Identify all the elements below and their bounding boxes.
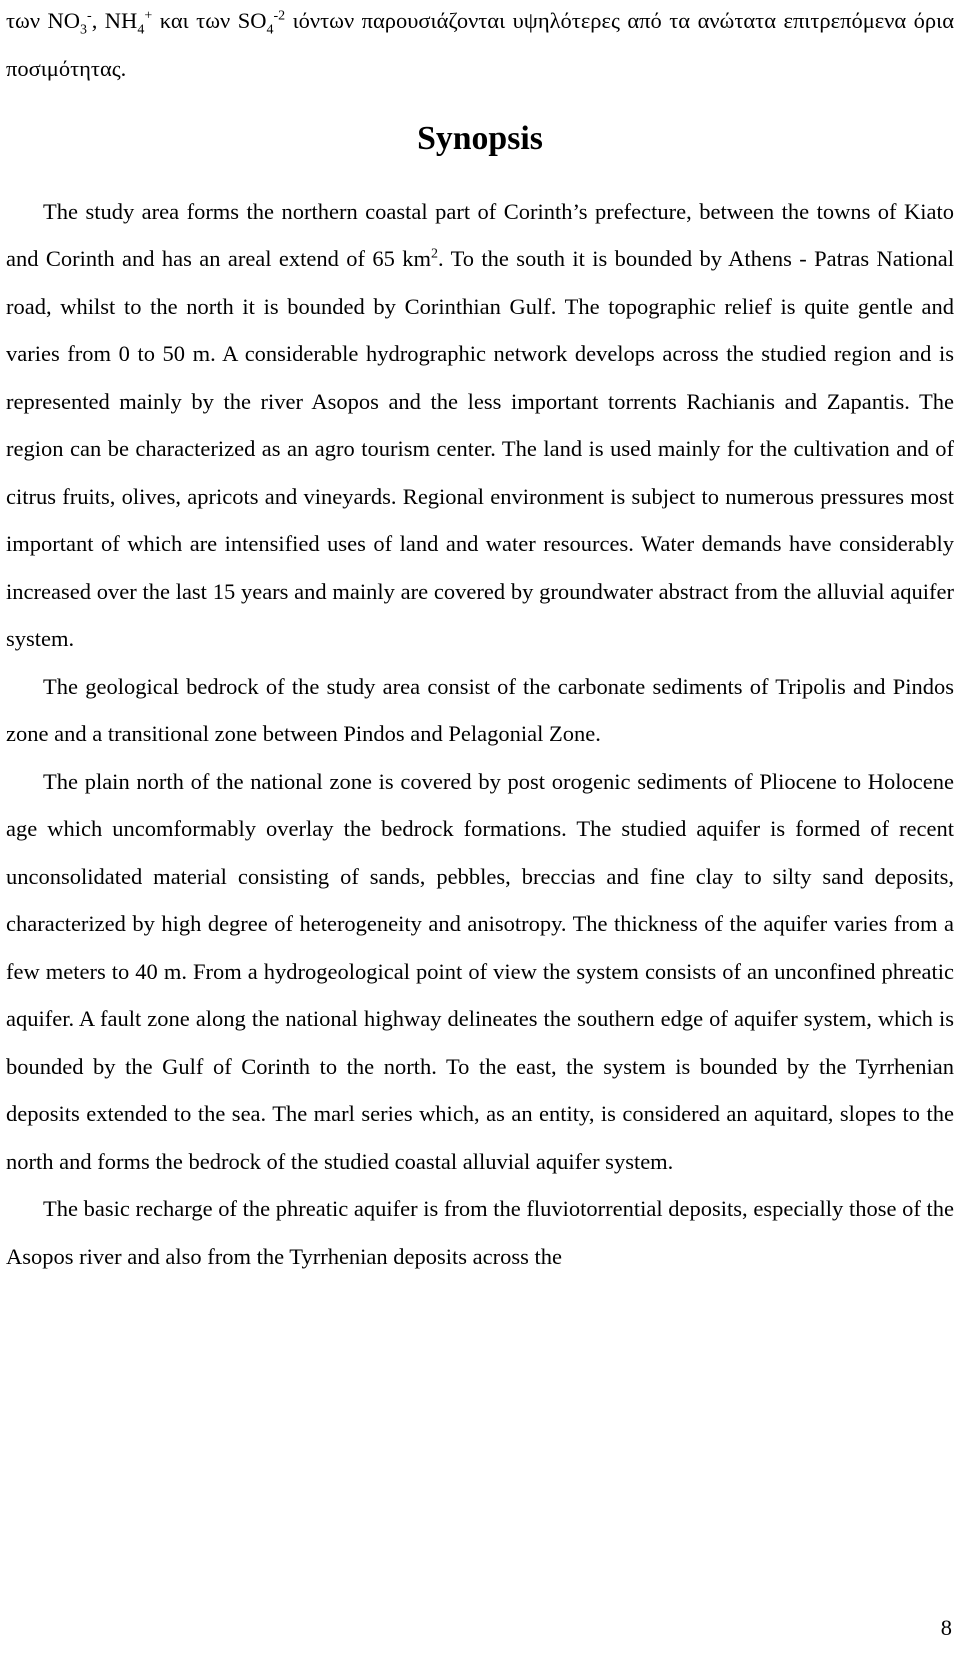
superscript: 2 xyxy=(431,246,439,262)
section-title: Synopsis xyxy=(417,120,543,157)
intro-text: , NH xyxy=(91,8,138,33)
synopsis-paragraph-2: The geological bedrock of the study area consist of the carbonate sediments of Tripolis and Pindos zone and a transitional zone between Pindos and Pelagonial Zone. xyxy=(6,673,954,746)
paragraph-text: . To the south it is bounded by Athens - Patras National road, whilst to the north it is bounded by Corinthian Gulf. The topographic relief is quite gentle and varies from 0 to 50 m. A considerable hydrographic network develops across the studied region and is represented mainly by the river Asopos and the less important torrents Rachianis and Zapantis. The region can be characterized as an agro tourism center. The land is used mainly for the cultivation and of citrus fruits, olives, apricots and vineyards. Regional environment is subject to numerous pressures most important of which are intensified uses of land and water resources. Water demands have considerably increased over the last 15 years and mainly are covered by groundwater abstract from the alluvial aquifer system. xyxy=(6,246,954,651)
synopsis-paragraph-1 xyxy=(6,188,954,663)
greek-intro-paragraph xyxy=(6,0,954,92)
intro-text: ιόντων παρουσιάζονται υψηλότερες από τα ανώτατα επιτρεπόμενα όρια ποσιμότητας. xyxy=(6,8,954,81)
page-number: 8 xyxy=(940,1615,952,1640)
superscript: - xyxy=(87,8,92,24)
synopsis-paragraph-3: The plain north of the national zone is covered by post orogenic sediments of Pliocene to Holocene age which uncomformably overlay the bedrock formations. The studied aquifer is formed of recent unconsolidated material consisting of sands, pebbles, breccias and fine clay to silty sand deposits, characterized by high degree of heterogeneity and anisotropy. The thickness of the aquifer varies from a few meters to 40 m. From a hydrogeological point of view the system consists of an unconfined phreatic aquifer. A fault zone along the national highway delineates the southern edge of aquifer system, which is bounded by the Gulf of Corinth to the north. To the east, the system is bounded by the Tyrrhenian deposits extended to the sea. The marl series which, as an entity, is considered an aquitard, slopes to the north and forms the bedrock of the studied coastal alluvial aquifer system. xyxy=(6,768,954,1174)
superscript: -2 xyxy=(273,8,286,24)
synopsis-paragraph-4: The basic recharge of the phreatic aquifer is from the fluviotorrential deposits, especially those of the Asopos river and also from the Tyrrhenian deposits across the xyxy=(6,1196,954,1269)
subscript: 3 xyxy=(80,22,88,38)
intro-text: και των SO xyxy=(152,8,267,33)
subscript: 4 xyxy=(137,22,145,38)
paragraph-text: The study area forms the northern coastal part of Corinth’s prefecture, between the towns of Kiato and Corinth and has an areal extend of 65 km xyxy=(6,198,954,271)
intro-text: των NO xyxy=(6,8,81,33)
document-page xyxy=(6,0,954,1280)
subscript: 4 xyxy=(266,22,274,38)
superscript: + xyxy=(144,8,153,24)
